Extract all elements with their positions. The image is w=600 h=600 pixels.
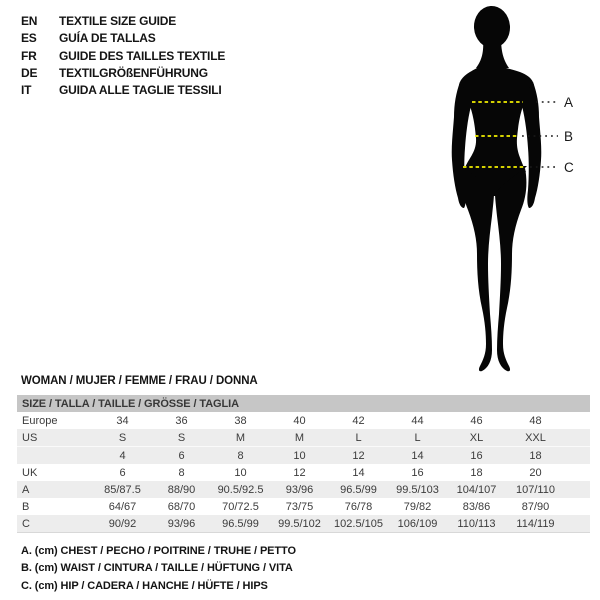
table-row [17, 447, 590, 465]
table-cell: 93/96 [152, 515, 211, 533]
table-cell: 90/92 [93, 515, 152, 533]
table-filler-cell [565, 447, 590, 465]
table-cell: 76/78 [344, 500, 373, 513]
table-filler-cell [565, 498, 590, 515]
lang-row-de [21, 65, 225, 82]
table-cell: 85/87.5 [93, 481, 152, 498]
lang-row-en [21, 13, 225, 30]
table-cell: 88/90 [152, 481, 211, 498]
table-cell: 107/110 [506, 481, 565, 498]
table-cell: 34 [116, 414, 129, 427]
table-row [17, 429, 590, 447]
language-title-block [21, 13, 225, 99]
lang-label: GUÍA DE TALLAS [59, 31, 156, 46]
table-row [17, 412, 590, 429]
table-row [17, 498, 590, 515]
table-cell: XXL [506, 429, 565, 447]
table-cell: 10 [234, 466, 247, 479]
lang-row-fr [21, 48, 225, 65]
table-cell: 73/75 [285, 500, 314, 513]
table-cell: 14 [352, 466, 365, 479]
measure-label-c: C [564, 160, 574, 175]
table-filler-cell [565, 464, 590, 481]
table-cell: XL [447, 429, 506, 447]
table-filler-cell [565, 481, 590, 498]
legend-chest: A. (cm) CHEST / PECHO / POITRINE / TRUHE / PETTO [21, 545, 296, 557]
row-label: US [17, 429, 93, 447]
legend-waist: B. (cm) WAIST / CINTURA / TAILLE / HÜFTUNG / VITA [21, 562, 293, 575]
row-label: Europe [22, 414, 58, 427]
table-filler-cell [565, 412, 590, 429]
table-cell: 16 [411, 466, 424, 479]
measure-label-a: A [564, 95, 574, 110]
table-row [17, 515, 590, 533]
row-label [17, 447, 93, 465]
table-cell: 12 [329, 447, 388, 465]
table-cell: 99.5/103 [388, 481, 447, 498]
table-cell: 70/72.5 [222, 500, 259, 513]
table-cell: 48 [529, 414, 542, 427]
table-cell: 90.5/92.5 [211, 481, 270, 498]
table-cell: 68/70 [167, 500, 196, 513]
lang-label: GUIDA ALLE TAGLIE TESSILI [59, 83, 222, 98]
size-table [17, 395, 590, 533]
table-cell: 114/119 [506, 515, 565, 533]
table-cell: 18 [470, 466, 483, 479]
table-cell: 8 [178, 466, 185, 479]
table-cell: S [93, 429, 152, 447]
table-filler-cell [565, 515, 590, 533]
table-header: SIZE / TALLA / TAILLE / GRÖSSE / TAGLIA [17, 395, 590, 412]
lang-label: GUIDE DES TAILLES TEXTILE [59, 48, 226, 63]
table-cell: 20 [529, 466, 542, 479]
lang-code: EN [21, 14, 38, 28]
measure-label-b: B [564, 129, 574, 144]
measurement-figure [430, 0, 600, 380]
table-cell: 46 [470, 414, 483, 427]
row-label: B [22, 500, 30, 513]
table-cell: 36 [175, 414, 188, 427]
row-label: C [17, 515, 93, 533]
table-cell: 64/67 [108, 500, 137, 513]
lang-code: DE [21, 65, 38, 80]
table-cell: 40 [293, 414, 306, 427]
table-cell: 8 [211, 447, 270, 465]
table-cell: 6 [152, 447, 211, 465]
table-cell: 102.5/105 [329, 515, 388, 533]
lang-code: FR [21, 48, 37, 63]
table-cell: L [329, 429, 388, 447]
table-cell: 44 [411, 414, 424, 427]
table-filler-cell [565, 429, 590, 447]
lang-code: ES [21, 31, 37, 46]
lang-label: TEXTILE SIZE GUIDE [59, 14, 177, 28]
table-cell: 14 [388, 447, 447, 465]
table-cell: L [388, 429, 447, 447]
table-cell: 104/107 [447, 481, 506, 498]
legend-hip: C. (cm) HIP / CADERA / HANCHE / HÜFTE / HIPS [21, 579, 268, 592]
table-cell: 110/113 [447, 515, 506, 533]
table-cell: 6 [119, 466, 126, 479]
table-cell: S [152, 429, 211, 447]
row-label: A [17, 481, 93, 498]
table-cell: 38 [234, 414, 247, 427]
woman-silhouette-diagram [430, 0, 600, 380]
table-cell: M [211, 429, 270, 447]
table-cell: 18 [506, 447, 565, 465]
lang-code: IT [21, 83, 32, 98]
table-cell: 83/86 [462, 500, 491, 513]
measurement-legend [21, 543, 296, 595]
table-header-row [17, 395, 590, 412]
table-cell: 106/109 [388, 515, 447, 533]
measure-letters [564, 95, 574, 175]
lang-label: TEXTILGRÖßENFÜHRUNG [59, 65, 208, 80]
table-cell: 96.5/99 [211, 515, 270, 533]
table-cell: 16 [447, 447, 506, 465]
table-row [17, 464, 590, 481]
table-cell: 12 [293, 466, 306, 479]
lang-row-es [21, 30, 225, 47]
table-cell: 42 [352, 414, 365, 427]
table-cell: 93/96 [270, 481, 329, 498]
lang-row-it [21, 82, 225, 99]
row-label: UK [22, 466, 38, 479]
table-cell: 4 [93, 447, 152, 465]
size-table-wrap [17, 395, 590, 533]
table-row [17, 481, 590, 498]
table-cell: M [270, 429, 329, 447]
table-cell: 10 [270, 447, 329, 465]
section-heading-woman: WOMAN / MUJER / FEMME / FRAU / DONNA [21, 375, 258, 387]
table-cell: 79/82 [403, 500, 432, 513]
table-cell: 96.5/99 [329, 481, 388, 498]
table-cell: 87/90 [521, 500, 550, 513]
table-cell: 99.5/102 [270, 515, 329, 533]
woman-silhouette [452, 5, 542, 371]
